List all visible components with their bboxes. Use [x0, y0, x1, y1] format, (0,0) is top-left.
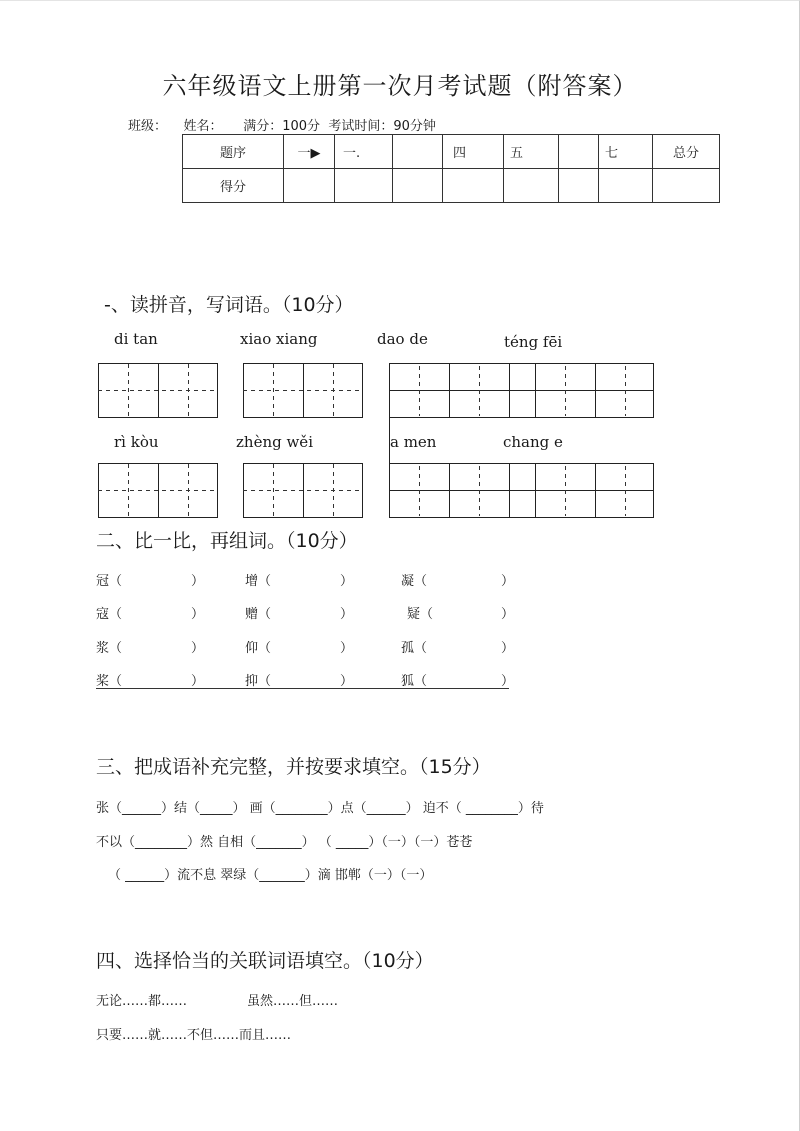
header-cell: 五	[504, 135, 559, 169]
char-close: ）	[501, 607, 515, 622]
header-cell: 七	[599, 135, 653, 169]
char-close: ）	[191, 674, 205, 689]
pinyin-label: chang e	[503, 433, 563, 451]
conjunction-option: 虽然……但……	[247, 994, 339, 1009]
char-item: 浆（	[96, 641, 123, 656]
conjunction-option: 无论……都……	[96, 994, 188, 1009]
char-item: 冠（	[96, 574, 123, 589]
pinyin-label: di tan	[114, 330, 158, 348]
char-item: 抑（	[245, 674, 272, 689]
char-close: ）	[191, 607, 205, 622]
char-item: 桨（	[96, 674, 123, 689]
char-close: ）	[340, 674, 354, 689]
char-close: ）	[501, 674, 515, 689]
class-label: 班级：	[128, 119, 168, 134]
idiom-line: 不以（________）然 自相（_______） （ _____）（一）（一）苍苍	[96, 835, 473, 850]
pinyin-label: zhèng wěi	[236, 433, 313, 451]
divider	[96, 688, 509, 689]
char-item: 仰（	[245, 641, 272, 656]
idiom-line: （ ______）流不息 翠绿（_______）滴 邯郸（一）（一）	[108, 868, 433, 883]
header-cell: 四	[443, 135, 504, 169]
pinyin-label: téng fēi	[504, 333, 563, 351]
char-close: ）	[340, 641, 354, 656]
char-close: ）	[191, 574, 205, 589]
section2-heading: 二、比一比，再组词。（10分）	[96, 530, 358, 552]
idiom-line: 张（______）结（_____） 画（________）点（______） 迫不（ ________）待	[96, 801, 544, 816]
char-item: 赠（	[245, 607, 272, 622]
header-cell: 总分	[653, 135, 720, 169]
section4-heading: 四、选择恰当的关联词语填空。（10分）	[96, 950, 434, 972]
page-title: 六年级语文上册第一次月考试题（附答案）	[162, 72, 638, 100]
char-close: ）	[191, 641, 205, 656]
char-close: ）	[340, 574, 354, 589]
score-row-label: 得分	[183, 169, 284, 203]
pinyin-label: a men	[390, 433, 437, 451]
pinyin-label: xiao xiang	[240, 330, 318, 348]
pinyin-label: dao de	[377, 330, 428, 348]
time-label: 考试时间：90分钟	[328, 119, 436, 134]
char-item: 寇（	[96, 607, 123, 622]
char-item: 凝（	[401, 574, 428, 589]
char-item: 疑（	[407, 607, 434, 622]
full-score-label: 满分：100分	[243, 119, 321, 134]
char-item: 增（	[245, 574, 272, 589]
section1-heading: -、读拼音，写词语。（10分）	[104, 294, 354, 316]
header-cell: 一▶	[284, 135, 335, 169]
header-cell: 一.	[335, 135, 393, 169]
char-close: ）	[501, 574, 515, 589]
name-label: 姓名：	[183, 119, 223, 134]
char-item: 孤（	[401, 641, 428, 656]
char-close: ）	[501, 641, 515, 656]
section3-heading: 三、把成语补充完整，并按要求填空。（15分）	[96, 756, 491, 778]
header-cell: 题序	[183, 135, 284, 169]
pinyin-label: rì kòu	[114, 433, 159, 451]
char-close: ）	[340, 607, 354, 622]
writing-grids	[0, 0, 800, 540]
char-item: 狐（	[401, 674, 428, 689]
conjunction-options-line: 只要……就……不但……而且……	[96, 1028, 292, 1043]
